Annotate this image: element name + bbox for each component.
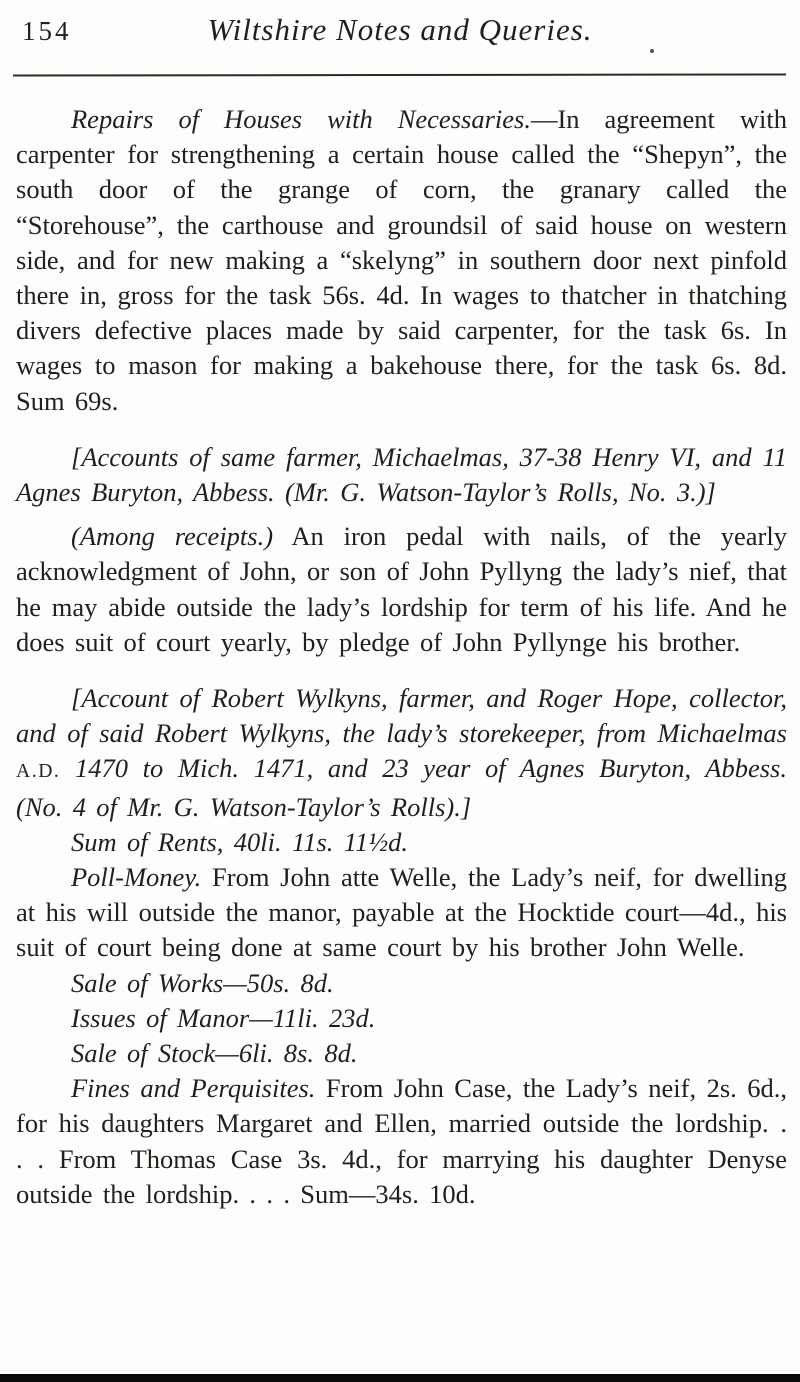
text-segment-italic: (Among receipts.) [71, 521, 274, 552]
paragraph-repairs-of-houses [16, 102, 787, 419]
scan-speckle [650, 49, 654, 53]
paragraph-fines-and-perquisites [16, 1071, 787, 1212]
text-segment-italic: Issues of Manor—11li. 23d. [71, 1002, 376, 1033]
scan-edge-bar [0, 1374, 800, 1382]
text-segment-italic: [Account of Robert Wylkyns, farmer, and Roger Hope, collector, and of said Robert Wylkyns, the lady’s storekeeper, from Michaelmas [16, 683, 787, 749]
paragraph-among-receipts [16, 519, 787, 660]
page-number: 154 [22, 16, 72, 46]
paragraph-poll-money [16, 860, 787, 966]
text-segment-roman: From John atte Welle, the Lady’s neif, for dwelling at his will outside the manor, payable at the Hocktide court—4d., his suit of court being done at same court by his brother John Welle. [16, 862, 787, 963]
text-segment-italic: Sum of Rents, 40li. 11s. 11½d. [71, 826, 409, 857]
paragraph-accounts-of-same-farmer-note [16, 440, 787, 510]
page-body [0, 76, 800, 1212]
text-segment-roman: An iron pedal with nails, of the yearly acknowledgment of John, or son of John Pyllyng the lady’s nief, that he may abide outside the lady’s lordship for term of his life. And he does suit of court yearly, by pledge of John Pyllynge his brother. [16, 521, 787, 657]
text-segment-italic: Repairs of Houses with Necessaries. [71, 104, 531, 134]
text-segment-italic: [Accounts of same farmer, Michaelmas, 37-38 Henry VI, and 11 Agnes Buryton, Abbess. (Mr. G. Watson-Taylor’s Rolls, No. 3.)] [16, 441, 787, 508]
running-title: Wiltshire Notes and Queries. [207, 12, 593, 47]
paragraph-sum-of-rents [16, 825, 787, 860]
text-segment-italic: 1470 to Mich. 1471, and 23 year of Agnes Buryton, Abbess. (No. 4 of Mr. G. Watson-Taylor’s Rolls).] [16, 753, 787, 822]
text-segment-italic: Sale of Stock—6li. 8s. 8d. [71, 1038, 358, 1069]
text-segment-italic: Sale of Works—50s. 8d. [71, 967, 334, 998]
paragraph-sale-of-stock [16, 1036, 787, 1071]
text-segment-italic: Fines and Perquisites. [71, 1073, 316, 1104]
paragraph-issues-of-manor [16, 1001, 787, 1036]
text-segment-roman: From John Case, the Lady’s neif, 2s. 6d., for his daughters Margaret and Ellen, married outside the lordship. . . . From Thomas Case 3s. 4d., for marrying his daughter Denyse outside the lordship. . . . Sum—34s. 10d. [16, 1073, 787, 1209]
text-segment-smallcaps: A.D. [16, 761, 61, 783]
paragraph-account-of-robert-wylkyns-note [16, 681, 787, 825]
text-segment-italic: Poll-Money. [71, 862, 202, 893]
page-header [0, 0, 800, 62]
paragraph-sale-of-works [16, 966, 787, 1001]
text-segment-roman: —In agreement with carpenter for strengthening a certain house called the “Shepyn”, the south door of the grange of corn, the granary called the “Storehouse”, the carthouse and groundsil of said house on western side, and for new making a “skelyng” in southern door next pinfold there in, gross for the task 56s. 4d. In wages to thatcher in thatching divers defective places made by said carpenter, for the task 6s. In wages to mason for making a bakehouse there, for the task 6s. 8d. Sum 69s. [16, 104, 787, 416]
